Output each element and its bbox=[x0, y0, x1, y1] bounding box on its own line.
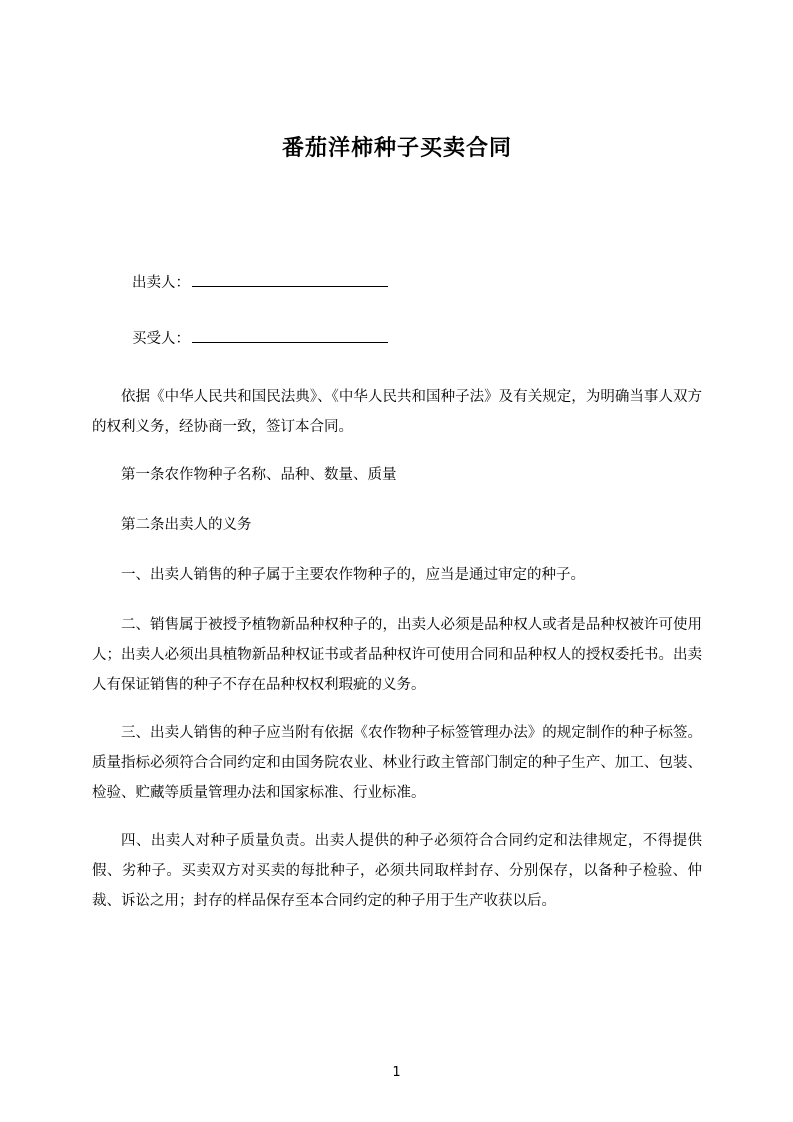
paragraph-article-1: 第一条农作物种子名称、品种、数量、质量 bbox=[121, 467, 397, 483]
page-title: 番茄洋柿种子买卖合同 bbox=[281, 136, 512, 161]
document-content bbox=[92, 0, 702, 934]
page-number: 1 bbox=[392, 1065, 401, 1080]
paragraph-item-2: 二、销售属于被授予植物新品种权种子的，出卖人必须是品种权人或者是品种权被许可使用人；出卖人必须出具植物新品种权证书或者品种权许可使用合同和品种权人的授权委托书。出卖人有保证销售的种子不存在品种权权利瑕疵的义务。 bbox=[92, 617, 702, 693]
buyer-blank-field[interactable] bbox=[192, 329, 388, 343]
seller-line bbox=[132, 270, 702, 296]
seller-blank-field[interactable] bbox=[192, 273, 388, 287]
paragraph-preamble: 依据《中华人民共和国民法典》、《中华人民共和国种子法》及有关规定，为明确当事人双方的权利义务，经协商一致，签订本合同。 bbox=[92, 389, 702, 435]
buyer-label: 买受人： bbox=[132, 331, 190, 347]
buyer-line bbox=[132, 326, 702, 352]
paragraph-item-4: 四、出卖人对种子质量负责。出卖人提供的种子必须符合合同约定和法律规定，不得提供假、劣种子。买卖双方对买卖的每批种子，必须共同取样封存、分别保存，以备种子检验、仲裁、诉讼之用；封存的样品保存至本合同约定的种子用于生产收获以后。 bbox=[92, 833, 702, 909]
paragraph-item-1: 一、出卖人销售的种子属于主要农作物种子的，应当是通过审定的种子。 bbox=[121, 567, 585, 583]
paragraph-article-2: 第二条出卖人的义务 bbox=[121, 517, 252, 533]
seller-label: 出卖人： bbox=[132, 275, 190, 291]
paragraph-item-3: 三、出卖人销售的种子应当附有依据《农作物种子标签管理办法》的规定制作的种子标签。质量指标必须符合合同约定和由国务院农业、林业行政主管部门制定的种子生产、加工、包装、检验、贮藏等质量管理办法和国家标准、行业标准。 bbox=[92, 725, 702, 801]
party-block bbox=[92, 270, 702, 352]
